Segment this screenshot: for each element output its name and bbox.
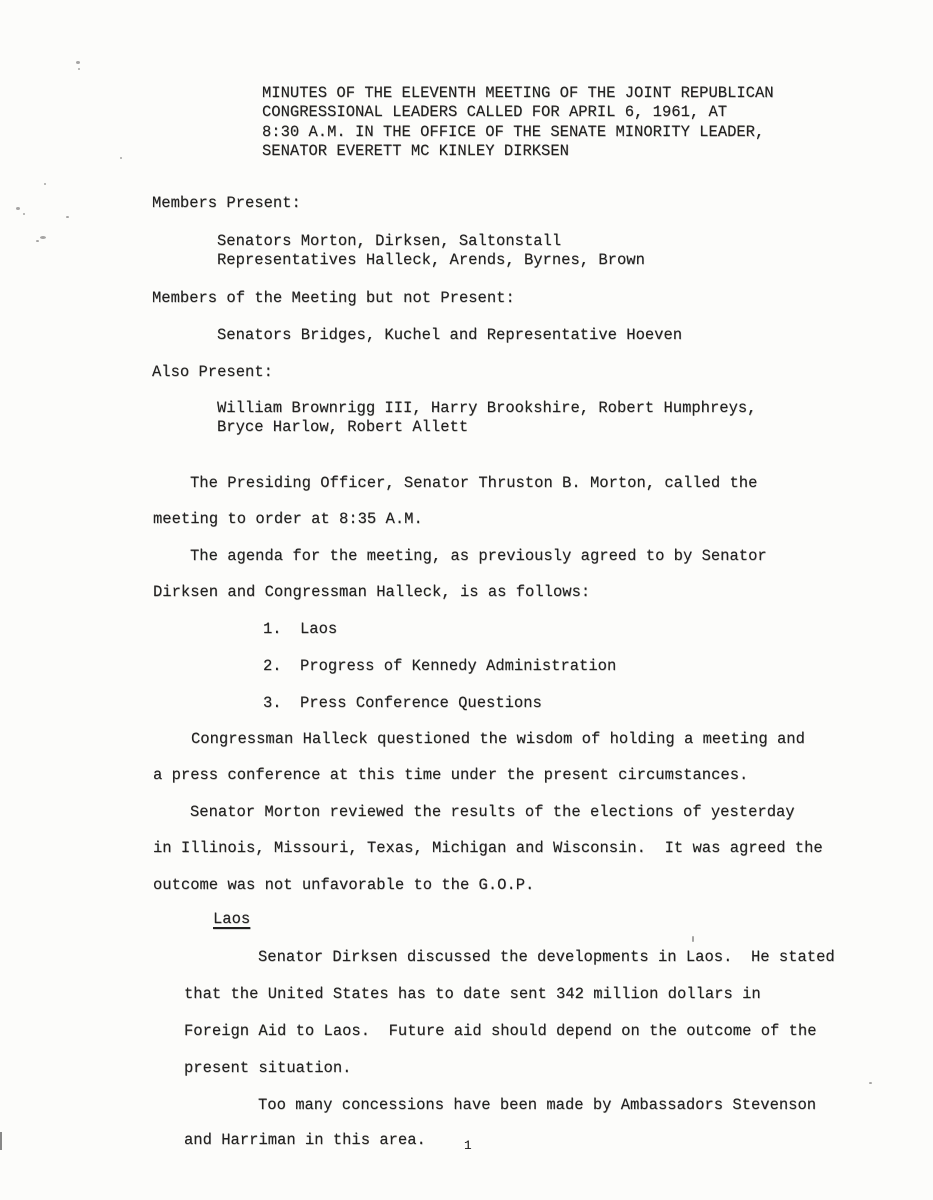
agenda-item-number: 3. [263,694,282,712]
scan-speck [44,183,46,185]
scan-speck [36,240,39,242]
paragraph-line: a press conference at this time under the present circumstances. [153,766,749,784]
scan-speck [78,68,80,70]
paragraph-line: Dirksen and Congressman Halleck, is as follows: [153,583,591,601]
paragraph-line: present situation. [184,1059,352,1077]
not-present-label: Members of the Meeting but not Present: [152,289,515,307]
also-present-line: William Brownrigg III, Harry Brookshire, Robert Humphreys, [217,399,757,417]
paragraph-line: Senator Morton reviewed the results of the elections of yesterday [190,803,795,821]
paragraph-line: meeting to order at 8:35 A.M. [153,510,423,528]
scan-speck [40,236,46,239]
paragraph-line: Congressman Halleck questioned the wisdom of holding a meeting and [191,730,805,748]
members-present-line: Senators Morton, Dirksen, Saltonstall [217,232,562,250]
title-line: 8:30 A.M. IN THE OFFICE OF THE SENATE MINORITY LEADER, [262,122,765,141]
agenda-item-text: Laos [300,620,338,638]
paragraph-line: The agenda for the meeting, as previously agreed to by Senator [190,547,767,565]
agenda-item-number: 1. [263,620,282,638]
also-present-line: Bryce Harlow, Robert Allett [217,418,469,436]
agenda-item-text: Progress of Kennedy Administration [300,657,617,675]
members-present-line: Representatives Halleck, Arends, Byrnes, Brown [217,251,645,269]
scan-speck [23,213,25,215]
scan-speck [120,157,122,159]
page-number: 1 [464,1139,472,1153]
paragraph-line: and Harriman in this area. [184,1131,426,1149]
paragraph-line: in Illinois, Missouri, Texas, Michigan and Wisconsin. It was agreed the [153,839,823,857]
document-title [262,84,774,162]
scan-speck [16,207,20,210]
agenda-item-number: 2. [263,657,282,675]
paragraph-line: The Presiding Officer, Senator Thruston B. Morton, called the [190,474,758,492]
scan-speck [869,1082,872,1084]
scan-speck [692,936,694,942]
paragraph-line: Too many concessions have been made by Ambassadors Stevenson [258,1096,817,1114]
paragraph-line: that the United States has to date sent 342 million dollars in [184,985,761,1003]
agenda-item [263,693,542,713]
paragraph-line: Foreign Aid to Laos. Future aid should depend on the outcome of the [184,1022,817,1040]
paragraph-line: Senator Dirksen discussed the developments in Laos. He stated [258,948,835,966]
also-present-label: Also Present: [152,363,273,381]
title-line: CONGRESSIONAL LEADERS CALLED FOR APRIL 6, 1961, AT [262,103,728,122]
title-line: SENATOR EVERETT MC KINLEY DIRKSEN [262,142,569,161]
scan-edge-mark [0,1132,2,1150]
laos-section-heading: Laos [213,910,251,928]
members-present-label: Members Present: [152,194,301,212]
paragraph-line: outcome was not unfavorable to the G.O.P. [153,876,535,894]
title-line: MINUTES OF THE ELEVENTH MEETING OF THE JOINT REPUBLICAN [262,84,774,102]
scan-speck [76,61,80,64]
agenda-item [263,619,337,639]
not-present-line: Senators Bridges, Kuchel and Representative Hoeven [217,326,683,344]
scan-speck [66,216,69,218]
agenda-item [263,656,616,676]
agenda-item-text: Press Conference Questions [300,694,542,712]
